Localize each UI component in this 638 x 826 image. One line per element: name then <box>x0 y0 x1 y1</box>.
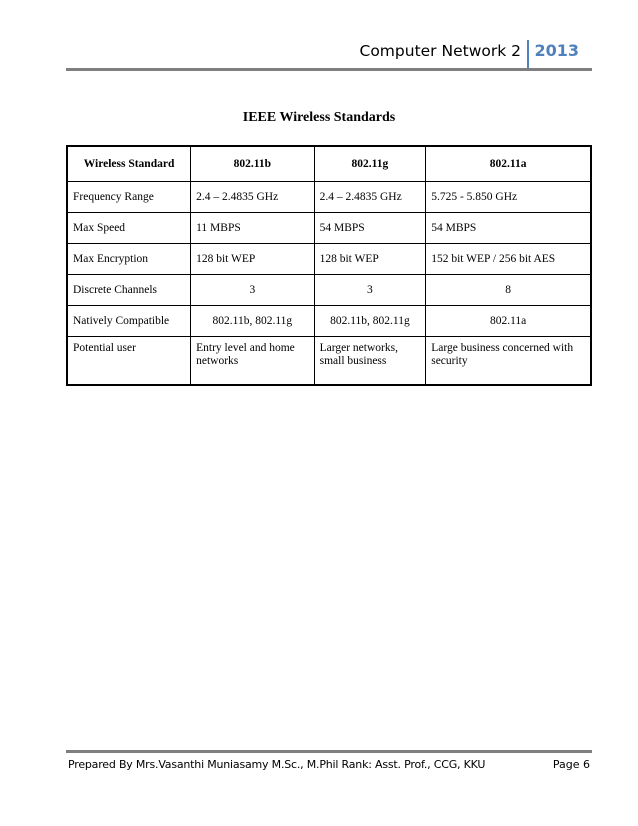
table-cell: 3 <box>191 275 315 306</box>
row-label: Max Encryption <box>67 244 191 275</box>
header-title: Computer Network 2 <box>359 42 521 60</box>
table-header-row <box>67 146 591 182</box>
column-header: Wireless Standard <box>67 146 191 182</box>
document-title: IEEE Wireless Standards <box>242 110 396 125</box>
column-header: 802.11b <box>191 146 315 182</box>
column-header: 802.11g <box>314 146 426 182</box>
table-cell: 54 MBPS <box>426 213 591 244</box>
table-cell: 802.11b, 802.11g <box>314 306 426 337</box>
table-cell: 5.725 - 5.850 GHz <box>426 182 591 213</box>
footer-prepared-by: Prepared By Mrs.Vasanthi Muniasamy M.Sc., M.Phil Rank: Asst. Prof., CCG, KKU <box>68 758 486 771</box>
row-label: Potential user <box>67 337 191 386</box>
table-row <box>67 306 591 337</box>
footer-page-number: Page 6 <box>552 758 590 771</box>
header-year: 2013 <box>534 41 579 60</box>
table-cell: 8 <box>426 275 591 306</box>
table-row <box>67 275 591 306</box>
table-cell: 802.11b, 802.11g <box>191 306 315 337</box>
row-label: Natively Compatible <box>67 306 191 337</box>
table-cell: 128 bit WEP <box>314 244 426 275</box>
header-rule <box>66 68 592 71</box>
table-cell: 128 bit WEP <box>191 244 315 275</box>
table-cell: 2.4 – 2.4835 GHz <box>314 182 426 213</box>
table-cell: 802.11a <box>426 306 591 337</box>
table-cell: 3 <box>314 275 426 306</box>
wireless-standards-table <box>66 145 592 386</box>
page-header <box>66 40 592 70</box>
table-cell: 11 MBPS <box>191 213 315 244</box>
column-header: 802.11a <box>426 146 591 182</box>
table-row <box>67 244 591 275</box>
table-cell: Large business concerned with security <box>426 337 591 386</box>
row-label: Discrete Channels <box>67 275 191 306</box>
header-divider <box>527 40 529 68</box>
table-cell: Larger networks, small business <box>314 337 426 386</box>
table-row <box>67 182 591 213</box>
table-cell: Entry level and home networks <box>191 337 315 386</box>
table-cell: 2.4 – 2.4835 GHz <box>191 182 315 213</box>
table-cell: 54 MBPS <box>314 213 426 244</box>
table-row <box>67 337 591 386</box>
table-row <box>67 213 591 244</box>
table-cell: 152 bit WEP / 256 bit AES <box>426 244 591 275</box>
footer-rule <box>66 750 592 753</box>
row-label: Max Speed <box>67 213 191 244</box>
row-label: Frequency Range <box>67 182 191 213</box>
